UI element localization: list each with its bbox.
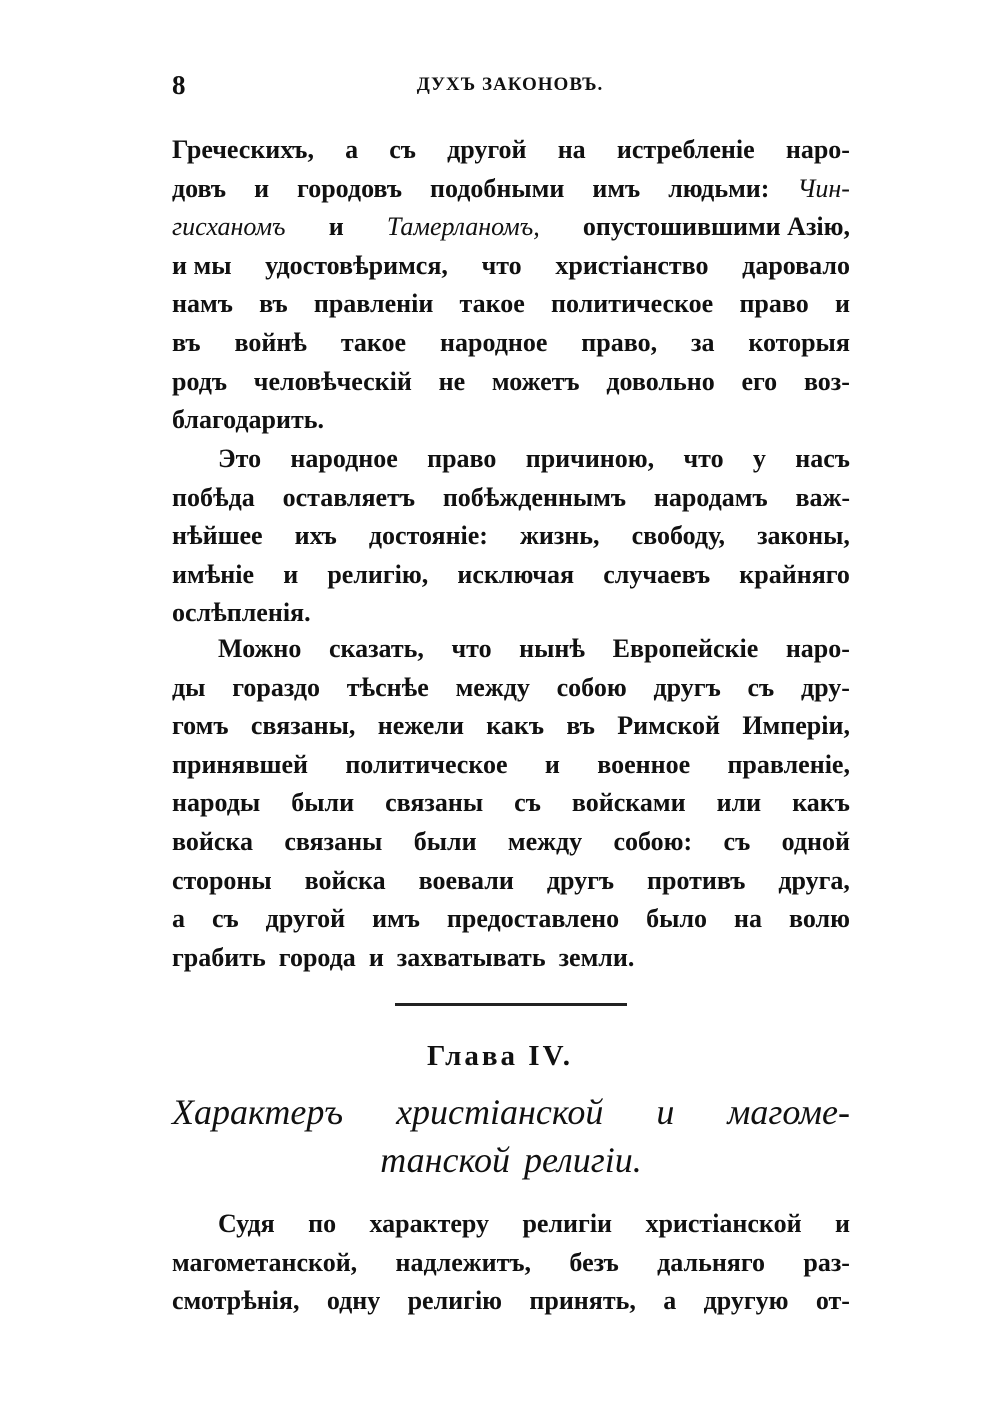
word: насъ <box>795 444 850 473</box>
word: оставляетъ <box>282 482 416 512</box>
word: причиною, <box>525 444 655 473</box>
word: магометанской, <box>172 1247 358 1277</box>
text-line <box>172 823 850 862</box>
word: земли. <box>558 942 635 972</box>
word: волю <box>788 904 850 934</box>
word: другъ <box>653 672 721 702</box>
word: ихъ <box>294 521 337 551</box>
word: народы <box>172 788 261 818</box>
paragraph-1 <box>172 131 850 440</box>
text-line <box>172 939 850 978</box>
section-divider <box>395 1003 627 1006</box>
word: собою: <box>613 826 693 856</box>
word: города <box>278 942 356 972</box>
word: съ <box>723 826 751 856</box>
word: или <box>716 788 762 818</box>
word: связаны <box>385 788 484 818</box>
word: и мы <box>172 250 232 280</box>
word: войсками <box>571 788 686 818</box>
word: что <box>451 634 492 663</box>
word: надлежитъ, <box>395 1247 532 1277</box>
text-line <box>172 247 850 286</box>
word: танской <box>380 1140 510 1180</box>
word: законы, <box>757 521 850 551</box>
word: случаевъ <box>603 559 711 589</box>
word: имъ <box>372 904 420 934</box>
word: его <box>741 366 778 396</box>
word: такое <box>340 327 407 357</box>
word: по <box>308 1209 337 1238</box>
word: Римской <box>617 711 720 741</box>
word: и <box>656 1092 675 1132</box>
word: одной <box>781 826 850 856</box>
word: безъ <box>569 1247 619 1277</box>
word: захватывать <box>396 942 546 972</box>
word: были <box>291 788 355 818</box>
word: гисханомъ <box>172 212 286 242</box>
text-line <box>172 784 850 823</box>
text-line <box>172 1205 850 1244</box>
word: гомъ <box>172 711 229 741</box>
word: воз- <box>803 366 850 396</box>
word: военное <box>597 749 691 779</box>
text-line <box>172 669 850 708</box>
word: право <box>427 444 497 473</box>
word: религіи. <box>523 1140 642 1180</box>
paragraph-2 <box>172 440 850 633</box>
running-title: ДУХЪ ЗАКОНОВЪ. <box>416 74 604 95</box>
text-line <box>172 324 850 363</box>
text-line <box>172 285 850 324</box>
text-line <box>172 1088 850 1136</box>
word: въ <box>172 327 201 357</box>
word: крайняго <box>739 559 850 589</box>
text-line <box>172 1282 850 1321</box>
word: и <box>328 212 344 242</box>
word: право <box>739 289 809 319</box>
word: имъ <box>592 173 641 203</box>
word: принять, <box>529 1286 636 1316</box>
word: намъ <box>172 289 233 319</box>
word: а <box>172 904 185 934</box>
text-line <box>172 208 850 247</box>
text-line <box>172 479 850 518</box>
word: родъ <box>172 366 228 396</box>
text-line <box>172 900 850 939</box>
word: были <box>413 826 477 856</box>
text-line <box>172 131 850 170</box>
word: войска <box>304 865 386 895</box>
word: имѣніе <box>172 559 255 589</box>
word: которыя <box>748 327 850 357</box>
word: и <box>368 942 384 972</box>
word: религію, <box>327 559 429 589</box>
word: противъ <box>647 865 746 895</box>
word: а <box>663 1286 677 1316</box>
word: у <box>752 444 766 473</box>
word: другой <box>265 904 346 934</box>
word: религію <box>407 1286 503 1316</box>
word: и <box>834 289 850 319</box>
word: политическое <box>345 749 508 779</box>
text-line <box>172 1244 850 1283</box>
word: что <box>683 444 724 473</box>
word: Тамерланомъ, <box>386 212 540 242</box>
word: Можно <box>218 634 302 663</box>
text-line <box>172 401 850 440</box>
word: предоставлено <box>446 904 620 934</box>
chapter-title <box>172 1088 850 1184</box>
word: одну <box>326 1286 381 1316</box>
page-number: 8 <box>172 70 186 100</box>
word: друга, <box>778 865 850 895</box>
word: было <box>646 904 708 934</box>
word: что <box>481 250 522 280</box>
text-line <box>172 1136 850 1184</box>
word: въ <box>566 711 595 741</box>
word: войнѣ <box>234 327 307 357</box>
word: Чин- <box>797 173 850 203</box>
word: такое <box>459 289 525 319</box>
word: и <box>544 749 560 779</box>
word: дру- <box>801 672 850 702</box>
chapter-heading: Глава IV. <box>426 1040 574 1072</box>
word: христіанство <box>555 250 709 280</box>
word: Судя <box>218 1209 275 1238</box>
word: довольно <box>606 366 715 396</box>
word: подобными <box>429 173 565 203</box>
word: городовъ <box>297 173 402 203</box>
word: Имперіи, <box>742 711 850 741</box>
word: на <box>557 135 586 164</box>
word: право, <box>581 327 658 357</box>
word: связаны <box>284 826 383 856</box>
word: важ- <box>795 482 850 512</box>
word: какъ <box>792 788 850 818</box>
word: удостовѣримся, <box>265 250 448 280</box>
text-line <box>172 707 850 746</box>
word: собою <box>556 672 627 702</box>
word: и <box>254 173 270 203</box>
word: политическое <box>551 289 714 319</box>
word: побѣда <box>172 482 255 512</box>
word: наро- <box>785 135 850 164</box>
word: жизнь, <box>520 521 600 551</box>
word: и <box>834 1209 850 1238</box>
word: принявшей <box>172 749 308 779</box>
word: довъ <box>172 173 227 203</box>
word: воевали <box>418 865 514 895</box>
word: побѣжденнымъ <box>442 482 627 512</box>
word: христіанской <box>396 1092 604 1132</box>
word: войска <box>172 826 253 856</box>
word: от- <box>815 1286 850 1316</box>
text-line <box>172 363 850 402</box>
word: религіи <box>522 1209 613 1238</box>
word: истребленіе <box>616 135 755 164</box>
word: свободу, <box>631 521 725 551</box>
text-line <box>172 862 850 901</box>
word: людьми: <box>668 173 770 203</box>
word: опустошившими Азію, <box>582 212 850 242</box>
text-line <box>172 517 850 556</box>
word: сказать, <box>328 634 424 663</box>
word: исключая <box>457 559 575 589</box>
word: можетъ <box>491 366 580 396</box>
word: на <box>734 904 762 934</box>
word: даровало <box>742 250 850 280</box>
word: правленіи <box>313 289 434 319</box>
text-line <box>172 594 850 633</box>
text-line <box>172 746 850 785</box>
word: какъ <box>486 711 544 741</box>
word: характеру <box>369 1209 490 1238</box>
word: другую <box>703 1286 789 1316</box>
word: человѣческій <box>253 366 412 396</box>
word: и <box>283 559 299 589</box>
text-line <box>172 630 850 669</box>
word: стороны <box>172 865 272 895</box>
word: въ <box>259 289 288 319</box>
word: нежели <box>377 711 464 741</box>
word: между <box>455 672 530 702</box>
word: Это <box>218 444 262 473</box>
paragraph-3 <box>172 630 850 977</box>
word: достояніе: <box>368 521 488 551</box>
word: нѣйшее <box>172 521 263 551</box>
word: Греческихъ, <box>172 135 314 164</box>
word: грабить <box>172 942 266 972</box>
word: связаны, <box>250 711 356 741</box>
word: народное <box>290 444 398 473</box>
word: Европейскіе <box>612 634 759 663</box>
word: Характеръ <box>172 1092 344 1132</box>
word: другой <box>447 135 527 164</box>
word: смотрѣнія, <box>172 1286 300 1316</box>
word: за <box>691 327 715 357</box>
word: не <box>438 366 466 396</box>
word: благодарить. <box>172 405 324 435</box>
word: магоме- <box>727 1092 850 1132</box>
word: ослѣпленія. <box>172 598 311 628</box>
word: народное <box>440 327 548 357</box>
word: между <box>507 826 583 856</box>
word: а <box>345 135 359 164</box>
word: христіанской <box>645 1209 802 1238</box>
text-line <box>172 556 850 595</box>
word: правленіе, <box>727 749 850 779</box>
text-line <box>172 170 850 209</box>
word: съ <box>747 672 775 702</box>
word: гораздо <box>232 672 320 702</box>
word: съ <box>514 788 541 818</box>
word: тѣснѣе <box>346 672 429 702</box>
word: ды <box>172 672 206 702</box>
word: съ <box>211 904 239 934</box>
word: нынѣ <box>519 634 586 663</box>
word: раз- <box>803 1247 850 1277</box>
word: народамъ <box>653 482 768 512</box>
text-line <box>172 440 850 479</box>
chapter-paragraph <box>172 1205 850 1321</box>
word: съ <box>389 135 416 164</box>
word: наро- <box>785 634 850 663</box>
word: дальняго <box>657 1247 766 1277</box>
word: другъ <box>546 865 615 895</box>
